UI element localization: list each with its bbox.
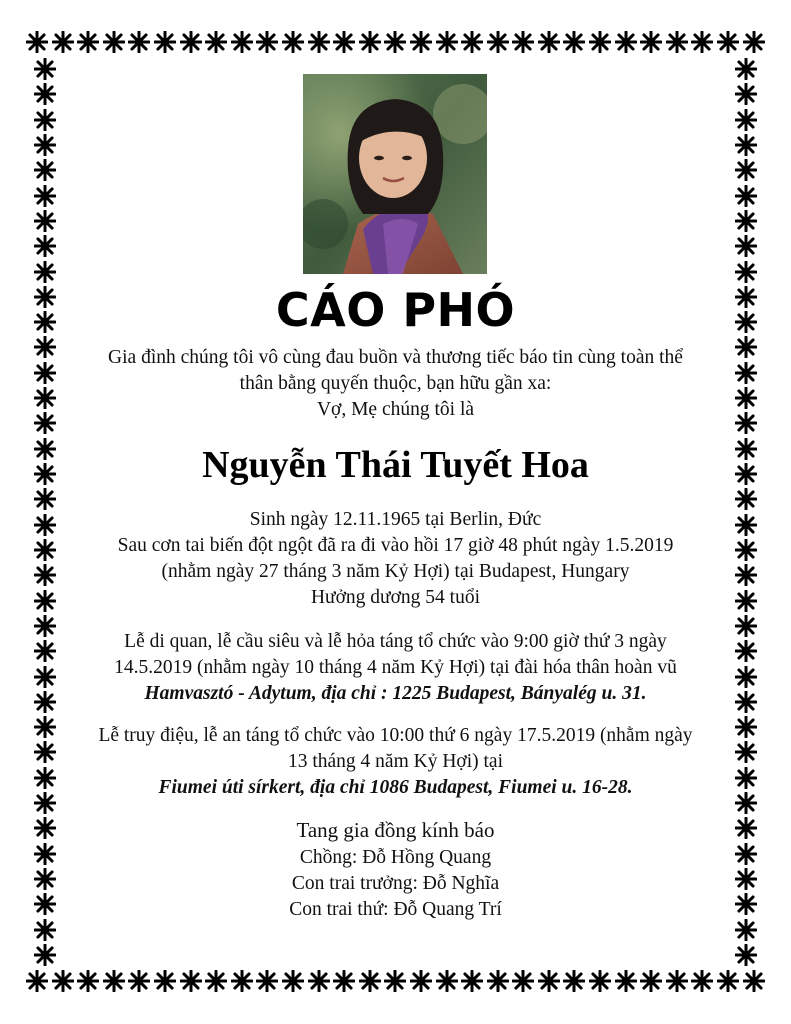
- asterisk-star-icon: [34, 159, 56, 181]
- asterisk-star-icon: [589, 31, 611, 53]
- asterisk-star-icon: [256, 31, 278, 53]
- burial-location: Fiumei úti sírkert, địa chỉ 1086 Budapest, Fiumei u. 16-28.: [158, 777, 633, 798]
- asterisk-star-icon: [308, 970, 330, 992]
- asterisk-star-icon: [180, 31, 202, 53]
- intro-line-2: thân bằng quyến thuộc, bạn hữu gần xa:: [239, 373, 552, 394]
- asterisk-star-icon: [26, 970, 48, 992]
- asterisk-star-icon: [52, 31, 74, 53]
- border-top: [26, 27, 765, 57]
- lunar-date-line: (nhằm ngày 27 tháng 3 năm Kỷ Hợi) tại Budapest, Hungary: [161, 561, 630, 582]
- asterisk-star-icon: [640, 970, 662, 992]
- asterisk-star-icon: [410, 970, 432, 992]
- asterisk-star-icon: [34, 336, 56, 358]
- asterisk-star-icon: [538, 970, 560, 992]
- family-member: Con trai trưởng: Đỗ Nghĩa: [291, 873, 500, 894]
- asterisk-star-icon: [735, 564, 757, 586]
- asterisk-star-icon: [735, 944, 757, 966]
- border-left: [30, 58, 60, 966]
- asterisk-star-icon: [735, 387, 757, 409]
- asterisk-star-icon: [205, 31, 227, 53]
- burial-line-2: 13 tháng 4 năm Kỷ Hợi) tại: [287, 751, 504, 772]
- asterisk-star-icon: [231, 31, 253, 53]
- asterisk-star-icon: [735, 134, 757, 156]
- asterisk-star-icon: [743, 970, 765, 992]
- family-heading: Tang gia đồng kính báo: [296, 818, 495, 842]
- asterisk-star-icon: [333, 31, 355, 53]
- asterisk-star-icon: [282, 31, 304, 53]
- asterisk-star-icon: [735, 843, 757, 865]
- burial-line-1: Lễ truy điệu, lễ an táng tổ chức vào 10:00 thứ 6 ngày 17.5.2019 (nhằm ngày: [98, 725, 693, 746]
- intro-line-1: Gia đình chúng tôi vô cùng đau buồn và thương tiếc báo tin cùng toàn thể: [108, 347, 683, 368]
- asterisk-star-icon: [180, 970, 202, 992]
- asterisk-star-icon: [615, 970, 637, 992]
- asterisk-star-icon: [154, 970, 176, 992]
- asterisk-star-icon: [735, 488, 757, 510]
- death-line: Sau cơn tai biến đột ngột đã ra đi vào hồi 17 giờ 48 phút ngày 1.5.2019: [117, 535, 674, 556]
- asterisk-star-icon: [34, 539, 56, 561]
- asterisk-star-icon: [735, 58, 757, 80]
- asterisk-star-icon: [563, 31, 585, 53]
- viewing-line-1: Lễ di quan, lễ cầu siêu và lễ hỏa táng tổ chức vào 9:00 giờ thứ 3 ngày: [124, 631, 667, 652]
- asterisk-star-icon: [384, 31, 406, 53]
- border-bottom: [26, 966, 765, 996]
- asterisk-star-icon: [52, 970, 74, 992]
- asterisk-star-icon: [735, 792, 757, 814]
- asterisk-star-icon: [34, 792, 56, 814]
- asterisk-star-icon: [359, 31, 381, 53]
- asterisk-star-icon: [34, 564, 56, 586]
- asterisk-star-icon: [735, 666, 757, 688]
- asterisk-star-icon: [735, 640, 757, 662]
- asterisk-star-icon: [34, 817, 56, 839]
- asterisk-star-icon: [735, 336, 757, 358]
- asterisk-star-icon: [34, 615, 56, 637]
- asterisk-star-icon: [34, 83, 56, 105]
- asterisk-star-icon: [359, 970, 381, 992]
- asterisk-star-icon: [231, 970, 253, 992]
- asterisk-star-icon: [103, 31, 125, 53]
- asterisk-star-icon: [436, 970, 458, 992]
- asterisk-star-icon: [666, 970, 688, 992]
- asterisk-star-icon: [282, 970, 304, 992]
- asterisk-star-icon: [743, 31, 765, 53]
- asterisk-star-icon: [735, 159, 757, 181]
- asterisk-star-icon: [735, 210, 757, 232]
- asterisk-star-icon: [717, 31, 739, 53]
- asterisk-star-icon: [77, 970, 99, 992]
- asterisk-star-icon: [77, 31, 99, 53]
- asterisk-star-icon: [691, 970, 713, 992]
- asterisk-star-icon: [735, 590, 757, 612]
- asterisk-star-icon: [34, 261, 56, 283]
- age-line: Hưởng dương 54 tuổi: [310, 587, 481, 608]
- portrait-photo: [303, 74, 487, 274]
- asterisk-star-icon: [487, 31, 509, 53]
- page-title: CÁO PHÓ: [275, 283, 516, 337]
- asterisk-star-icon: [34, 666, 56, 688]
- asterisk-star-icon: [666, 31, 688, 53]
- deceased-name: Nguyễn Thái Tuyết Hoa: [202, 444, 589, 486]
- asterisk-star-icon: [34, 514, 56, 536]
- family-member: Chồng: Đỗ Hồng Quang: [299, 847, 492, 868]
- asterisk-star-icon: [487, 970, 509, 992]
- intro-line-3: Vợ, Mẹ chúng tôi là: [316, 399, 475, 420]
- asterisk-star-icon: [735, 817, 757, 839]
- asterisk-star-icon: [34, 691, 56, 713]
- asterisk-star-icon: [563, 970, 585, 992]
- asterisk-star-icon: [589, 970, 611, 992]
- asterisk-star-icon: [735, 615, 757, 637]
- asterisk-star-icon: [717, 970, 739, 992]
- family-member: Con trai thứ: Đỗ Quang Trí: [289, 899, 502, 920]
- asterisk-star-icon: [461, 31, 483, 53]
- asterisk-star-icon: [735, 919, 757, 941]
- asterisk-star-icon: [34, 893, 56, 915]
- asterisk-star-icon: [103, 970, 125, 992]
- asterisk-star-icon: [538, 31, 560, 53]
- asterisk-star-icon: [256, 970, 278, 992]
- asterisk-star-icon: [735, 691, 757, 713]
- asterisk-star-icon: [735, 412, 757, 434]
- asterisk-star-icon: [34, 640, 56, 662]
- asterisk-star-icon: [308, 31, 330, 53]
- asterisk-star-icon: [34, 919, 56, 941]
- asterisk-star-icon: [333, 970, 355, 992]
- asterisk-star-icon: [128, 31, 150, 53]
- asterisk-star-icon: [34, 488, 56, 510]
- asterisk-star-icon: [34, 134, 56, 156]
- asterisk-star-icon: [34, 362, 56, 384]
- asterisk-star-icon: [461, 970, 483, 992]
- asterisk-star-icon: [34, 387, 56, 409]
- asterisk-star-icon: [26, 31, 48, 53]
- asterisk-star-icon: [154, 31, 176, 53]
- asterisk-star-icon: [735, 235, 757, 257]
- asterisk-star-icon: [34, 58, 56, 80]
- asterisk-star-icon: [735, 539, 757, 561]
- asterisk-star-icon: [735, 893, 757, 915]
- asterisk-star-icon: [34, 210, 56, 232]
- asterisk-star-icon: [735, 868, 757, 890]
- asterisk-star-icon: [735, 185, 757, 207]
- asterisk-star-icon: [735, 716, 757, 738]
- asterisk-star-icon: [512, 31, 534, 53]
- asterisk-star-icon: [512, 970, 534, 992]
- asterisk-star-icon: [735, 261, 757, 283]
- asterisk-star-icon: [615, 31, 637, 53]
- asterisk-star-icon: [735, 514, 757, 536]
- viewing-line-2: 14.5.2019 (nhằm ngày 10 tháng 4 năm Kỷ Hợi) tại đài hóa thân hoàn vũ: [114, 657, 677, 678]
- asterisk-star-icon: [128, 970, 150, 992]
- border-right: [731, 58, 761, 966]
- asterisk-star-icon: [735, 362, 757, 384]
- asterisk-star-icon: [34, 944, 56, 966]
- asterisk-star-icon: [34, 868, 56, 890]
- asterisk-star-icon: [34, 185, 56, 207]
- asterisk-star-icon: [735, 83, 757, 105]
- asterisk-star-icon: [410, 31, 432, 53]
- asterisk-star-icon: [34, 235, 56, 257]
- asterisk-star-icon: [384, 970, 406, 992]
- asterisk-star-icon: [735, 109, 757, 131]
- asterisk-star-icon: [34, 843, 56, 865]
- asterisk-star-icon: [34, 109, 56, 131]
- asterisk-star-icon: [691, 31, 713, 53]
- asterisk-star-icon: [640, 31, 662, 53]
- asterisk-star-icon: [34, 767, 56, 789]
- birth-line: Sinh ngày 12.11.1965 tại Berlin, Đức: [249, 509, 542, 530]
- asterisk-star-icon: [34, 741, 56, 763]
- asterisk-star-icon: [735, 767, 757, 789]
- asterisk-star-icon: [34, 412, 56, 434]
- asterisk-star-icon: [735, 741, 757, 763]
- asterisk-star-icon: [34, 590, 56, 612]
- asterisk-star-icon: [34, 716, 56, 738]
- asterisk-star-icon: [205, 970, 227, 992]
- asterisk-star-icon: [436, 31, 458, 53]
- viewing-location: Hamvasztó - Adytum, địa chỉ : 1225 Budapest, Bányalég u. 31.: [144, 683, 647, 704]
